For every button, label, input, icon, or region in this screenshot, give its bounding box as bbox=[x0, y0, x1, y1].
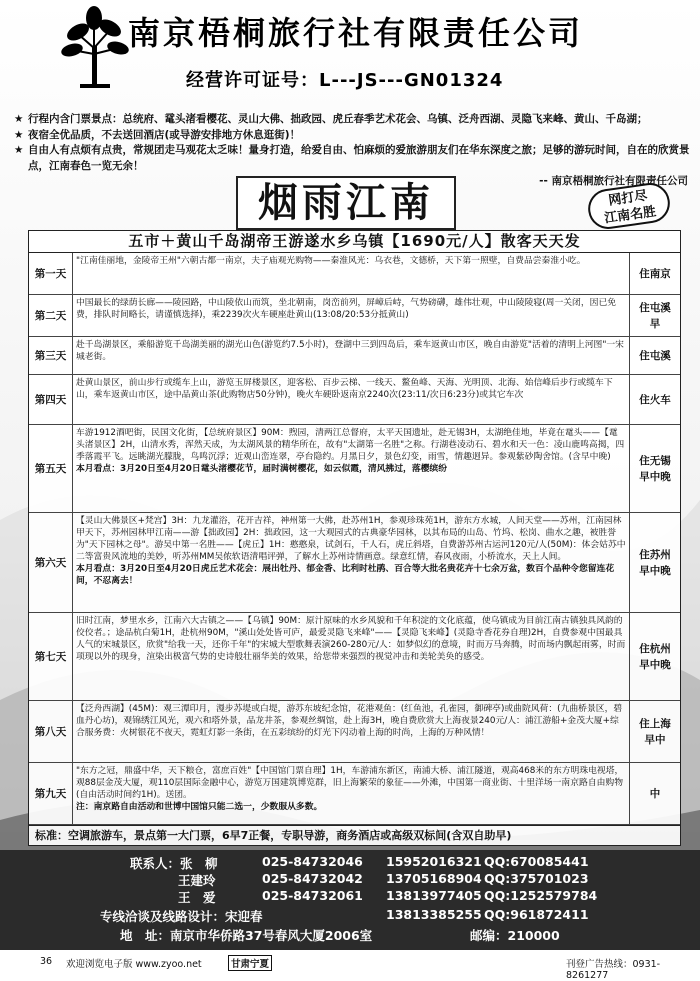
stamp-badge: 网打尽 江南名胜 bbox=[586, 180, 673, 231]
table-row bbox=[29, 513, 680, 613]
phone-number: 025-84732061 bbox=[262, 888, 363, 903]
tree-logo-icon bbox=[60, 4, 130, 90]
qq-number: QQ:1252579784 bbox=[484, 888, 598, 903]
day-label: 第三天 bbox=[29, 337, 73, 374]
day-description: 中国最长的绿荫长廊——陵园路，中山陵依山而筑，坐北朝南，岗峦前列，屏嶂后峙，气势磅礴，雄伟壮观，中山陵陵寝(周一关闭，因已免费，排队时间略长，请谨慎选择)，乘2239次火车硬座赴黄山(13:08/20:53分抵黄山) bbox=[73, 295, 630, 336]
qq-number: QQ:375701023 bbox=[484, 871, 589, 886]
stay-info: 住上海 早中 bbox=[639, 717, 671, 746]
star-icon: ★ bbox=[14, 144, 24, 156]
mobile-number: 15952016321 bbox=[386, 854, 482, 869]
stay-info: 住苏州 早中晚 bbox=[639, 548, 671, 577]
day-description: 车游1912酒吧街，民国文化街，【总统府景区】90M：煦园，清两江总督府，太平天国遗址，赴无锡3H，太湖绝佳地，毕竟在鼋头——【鼋头渚景区】2H，山清水秀，浑然天成，为太湖风景的精华所在，故有"太湖第一名胜"之称。行湖巷凌动石、碧水和天一色：凌山鹿鸣高揭，四季落霞平飞。远眺湖光朦胧，鸟鸣沉浮；近观山峦连翠，亭台隐约。月黑日夕，景色幻变，雨雪，情趣迥异。参观紫砂陶舍馆。(含早中晚) 本月看点：3月20日至4月20日鼋头渚樱花节，届时满树樱花，如云似霞，清风拂过，落樱缤纷 bbox=[73, 425, 630, 512]
phone-number: 025-84732046 bbox=[262, 854, 363, 869]
note-signature: -- 南京梧桐旅行社有限责任公司 bbox=[539, 175, 688, 187]
stay-info: 住杭州 早中晚 bbox=[639, 642, 671, 671]
star-icon: ★ bbox=[14, 128, 24, 141]
day-label: 第六天 bbox=[29, 513, 73, 612]
table-row bbox=[29, 375, 680, 425]
magazine-label: 甘肃宁夏 bbox=[228, 955, 272, 971]
note-item: ★ 夜宿全优品质，不去送回酒店(或导游安排地方休息逛街)！ bbox=[14, 128, 694, 144]
page-number: 36 bbox=[40, 956, 53, 967]
page-footer bbox=[0, 950, 700, 981]
stay-info: 住屯溪 bbox=[639, 349, 671, 362]
day-description: 【灵山大佛景区+梵宫】3H：九龙灌浴，花开吉祥，神州第一大佛，赴苏州1H，参观珍珠苑1H，游东方水城，人间天堂——苏州，江南园林甲天下，苏州园林甲江南——游【拙政园】2H：拙政园，这一大观园式的古典豪华园林，以其布局的山岛、竹坞、松岗、曲水之趣，被胜誉为"天下园林之母"。游吴中第一名胜——【虎丘】1H：憨憨泉，试剑石，千人石，虎丘斜塔，自费游苏州古运河120元/人(50M)：体会姑苏中二等富贵风流地的美妙，听苏州MM吴侬软语清唱评弹，了解水上苏州诗情画意。绿意红情，春风夜雨，小桥流水，天上人间。 本月看点：3月20日至4月20日虎丘艺术花会：展出牡丹、郁金香、比利时杜鹃、百合等大批名贵花卉十七余万盆，数百个品种令您留连花间，不忍离去！ bbox=[73, 513, 630, 612]
day-label: 第八天 bbox=[29, 701, 73, 762]
phone-number: 025-84732042 bbox=[262, 871, 363, 886]
day-description: "东方之冠，鼎盛中华，天下粮仓，富庶百姓"【中国馆门票自理】1H，车游浦东新区，南浦大桥、浦江隧道，观高468米的东方明珠电视塔，观88层金茂大厦，观110层国际金融中心，游览万国建筑博览群，旧上海繁荣的象征——外滩，中国第一商业街、十里洋场一南京路自由购物(自由活动时间约1H)。送团。 注：南京路自由活动和世博中国馆只能二选一，少数服从多数。 bbox=[73, 763, 630, 824]
stay-info: 住火车 bbox=[639, 393, 671, 406]
day-label: 第五天 bbox=[29, 425, 73, 512]
day-label: 第七天 bbox=[29, 613, 73, 700]
mobile-number: 13813977405 bbox=[386, 888, 482, 903]
contacts-block: 联系人：张 柳 025-84732046 15952016321 QQ:670085441 王建玲 025-84732042 13705168904 QQ:375701023 王 爱 025-84732061 13813977405 QQ:1252579784 专线洽谈及线路设计：宋迎春 13813385255 QQ:961872411 地 址：南京市华侨路37号春风大厦2006室 邮编：210000 bbox=[0, 850, 700, 950]
mobile-number: 13705168904 bbox=[386, 871, 482, 886]
day-label: 第四天 bbox=[29, 375, 73, 424]
table-row bbox=[29, 763, 680, 825]
day-description: 【泛舟西湖】(45M)：观三潭印月，漫步苏堤或白堤，游苏东坡纪念馆，花港观鱼：(红鱼池，孔雀园，御碑亭)或曲院风荷：(九曲桥景区，碧血丹心坊)，观锦绣江风光，观六和塔外景，品龙井茶，参观丝绸馆，赴上海3H，晚自费欣赏大上海夜景240元/人：浦江游船+金茂大厦+综合服务费：火树银花不夜天，霓虹灯影一条街，在五彩缤纷的灯光下闪动着上海的时尚，上海的万种风情！ bbox=[73, 701, 630, 762]
stay-info: 住南京 bbox=[639, 267, 671, 280]
qq-number: QQ:961872411 bbox=[484, 907, 589, 922]
note-item: ★ 自由人有点烦有点贵，常规团走马观花太乏味！量身打造，给爱自由、怕麻烦的爱旅游朋友们在华东深度之旅；足够的游玩时间，自在的欣赏景点，江南春色一览无余！ bbox=[14, 143, 694, 174]
table-row bbox=[29, 295, 680, 337]
star-icon: ★ bbox=[14, 113, 24, 125]
price-banner: 五市＋黄山千岛湖帝王游遂水乡乌镇【1690元/人】散客天天发 bbox=[29, 231, 680, 253]
day-label: 第九天 bbox=[29, 763, 73, 824]
day-description: "江南佳丽地，金陵帝王州"六朝古都一南京，夫子庙观光购物——秦淮风光：乌衣巷，文德桥，天下第一照壁，自费品尝秦淮小吃。 bbox=[73, 253, 630, 294]
day-description: 旧时江南，梦里水乡，江南六大古镇之——【乌镇】90M：原汁原味的水乡风貌和千年积淀的文化底蕴，使乌镇成为目前江南古镇独具风韵的佼佼者。；途品杭白菊1H，赴杭州90M，"溪山处处皆可庐，最爱灵隐飞来峰"——【灵隐飞来峰】(灵隐寺香花券自理)2H，自费参观中国最具人气的宋城景区，欣赏"给我一天，还你千年"的宋城大型歌舞表演260-280元/人：如梦似幻的意境，时而万马奔腾，时而场内飘起雨雾，时而项现以外的现身，渲染出极富气势的史诗般壮丽华美的效果，给您带来强烈的视觉冲击和美轮美奂的感受。 bbox=[73, 613, 630, 700]
license-number: 经营许可证号：L---JS---GN01324 bbox=[186, 70, 504, 91]
stay-info: 中 bbox=[649, 787, 661, 800]
ad-hotline: 刊登广告热线：0931-8261277 bbox=[566, 959, 661, 981]
day-label: 第二天 bbox=[29, 295, 73, 336]
day-description: 赴黄山景区，前山步行或缆车上山，游览玉屏楼景区，迎客松、百步云梯、一线天、鳌鱼峰、天海、光明顶、北海、始信峰后步行或缆车下山，乘车返黄山市区，途中品黄山茶(此购物店50分钟)，晚火车硬卧返南京2240次(23:11/次日6:23分)或其它车次 bbox=[73, 375, 630, 424]
note-item: ★ 行程内含门票景点：总统府、鼋头渚看樱花、灵山大佛、拙政园、虎丘春季艺术花会、乌镇、泛舟西湖、灵隐飞来峰、黄山、千岛湖； bbox=[14, 112, 694, 128]
itinerary-table bbox=[28, 230, 681, 846]
day-label: 第一天 bbox=[29, 253, 73, 294]
company-name: 南京梧桐旅行社有限责任公司 bbox=[128, 14, 584, 52]
stay-info: 住屯溪 早 bbox=[639, 301, 671, 330]
table-row bbox=[29, 253, 680, 295]
table-row bbox=[29, 613, 680, 701]
table-row bbox=[29, 701, 680, 763]
ebook-link[interactable]: 欢迎浏览电子版 www.zyoo.net bbox=[66, 959, 202, 970]
table-row bbox=[29, 425, 680, 513]
service-standard: 标准：空调旅游车，景点第一大门票，6早7正餐，专职导游，商务酒店或高级双标间(含双自助早) bbox=[29, 825, 680, 845]
day-description: 赴千岛湖景区，乘船游览千岛湖美丽的湖光山色(游览约7.5小时)，登湖中三到四岛后，乘车返黄山市区，晚自由游览"活着的清明上河图"一宋城老街。 bbox=[73, 337, 630, 374]
qq-number: QQ:670085441 bbox=[484, 854, 589, 869]
table-row bbox=[29, 337, 680, 375]
route-title: 烟雨江南 bbox=[236, 176, 456, 230]
title-area bbox=[0, 176, 700, 236]
stay-info: 住无锡 早中晚 bbox=[639, 454, 671, 483]
mobile-number: 13813385255 bbox=[386, 907, 482, 922]
